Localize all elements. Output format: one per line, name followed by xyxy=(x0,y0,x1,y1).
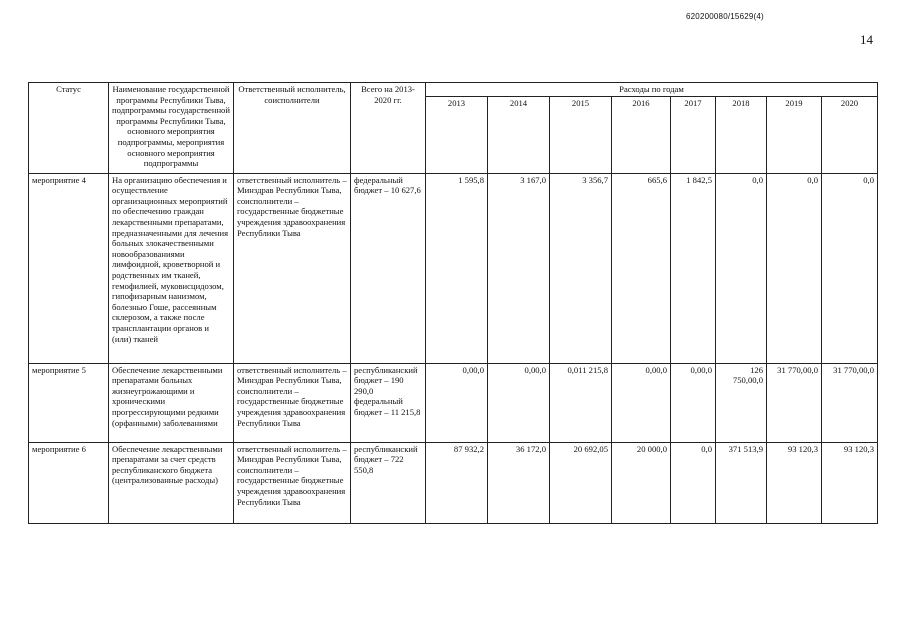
row-value: 0,00,0 xyxy=(426,363,488,442)
header-total: Всего на 2013-2020 гг. xyxy=(351,83,426,174)
row-status: мероприятие 5 xyxy=(29,363,109,442)
row-total: федеральный бюджет – 10 627,6 xyxy=(351,173,426,363)
row-total: республиканский бюджет – 722 550,8 xyxy=(351,442,426,523)
table-row xyxy=(29,173,878,363)
row-value: 0,0 xyxy=(767,173,822,363)
row-value: 20 692,05 xyxy=(550,442,612,523)
header-year: 2019 xyxy=(767,96,822,173)
header-year: 2017 xyxy=(671,96,716,173)
table-row xyxy=(29,363,878,442)
row-responsible: ответственный исполнитель – Минздрав Республики Тыва, соисполнители – государственные бюджетные учреждения здравоохранения Республики Тыва xyxy=(234,442,351,523)
header-year: 2013 xyxy=(426,96,488,173)
page-number: 14 xyxy=(860,32,873,47)
row-value: 1 595,8 xyxy=(426,173,488,363)
row-value: 0,00,0 xyxy=(612,363,671,442)
row-name: Обеспечение лекарственными препаратами больных жизнеугрожающими и хроническими прогрессирующими редкими (орфанными) заболеваниями xyxy=(109,363,234,442)
row-value: 31 770,00,0 xyxy=(767,363,822,442)
row-total: республиканский бюджет – 190 290,0 федеральный бюджет – 11 215,8 xyxy=(351,363,426,442)
row-responsible: ответственный исполнитель – Минздрав Республики Тыва, соисполнители – государственные бюджетные учреждения здравоохранения Республики Тыва xyxy=(234,173,351,363)
header-responsible: Ответственный исполнитель, соисполнители xyxy=(234,83,351,174)
row-value: 0,00,0 xyxy=(488,363,550,442)
row-value: 0,00,0 xyxy=(671,363,716,442)
header-year: 2016 xyxy=(612,96,671,173)
row-value: 31 770,00,0 xyxy=(822,363,878,442)
row-value: 0,011 215,8 xyxy=(550,363,612,442)
row-value: 93 120,3 xyxy=(822,442,878,523)
row-value: 0,0 xyxy=(716,173,767,363)
header-year: 2020 xyxy=(822,96,878,173)
header-year: 2014 xyxy=(488,96,550,173)
row-value: 93 120,3 xyxy=(767,442,822,523)
row-value: 3 167,0 xyxy=(488,173,550,363)
row-name: На организацию обеспечения и осуществление организационных мероприятий по обеспечению граждан лекарственными препаратами, предназначенными для лечения больных злокачественными новообразованиями лимфоидной, кроветворной и родственных им тканей, гемофилией, муковисцидозом, гипофизарным нанизмом, болезнью Гоше, рассеянным склерозом, а также после трансплантации органов и (или) тканей xyxy=(109,173,234,363)
row-responsible: ответственный исполнитель – Минздрав Республики Тыва, соисполнители – государственные бюджетные учреждения здравоохранения Республики Тыва xyxy=(234,363,351,442)
row-value: 126 750,00,0 xyxy=(716,363,767,442)
header-year: 2018 xyxy=(716,96,767,173)
row-value: 1 842,5 xyxy=(671,173,716,363)
row-value: 371 513,9 xyxy=(716,442,767,523)
row-value: 0,0 xyxy=(822,173,878,363)
row-value: 36 172,0 xyxy=(488,442,550,523)
row-value: 20 000,0 xyxy=(612,442,671,523)
expenses-table xyxy=(28,82,878,524)
header-name: Наименование государственной программы Республики Тыва, подпрограммы государственной программы Республики Тыва, основного мероприятия подпрограммы, мероприятия основного мероприятия подпрограммы xyxy=(109,83,234,174)
row-name: Обеспечение лекарственными препаратами за счет средств республиканского бюджета (централизованные расходы) xyxy=(109,442,234,523)
row-value: 0,0 xyxy=(671,442,716,523)
header-status: Статус xyxy=(29,83,109,174)
table-row xyxy=(29,442,878,523)
row-status: мероприятие 4 xyxy=(29,173,109,363)
header-expenses: Расходы по годам xyxy=(426,83,878,97)
row-value: 87 932,2 xyxy=(426,442,488,523)
row-value: 3 356,7 xyxy=(550,173,612,363)
document-id: 620200080/15629(4) xyxy=(686,12,764,21)
header-year: 2015 xyxy=(550,96,612,173)
row-status: мероприятие 6 xyxy=(29,442,109,523)
row-value: 665,6 xyxy=(612,173,671,363)
